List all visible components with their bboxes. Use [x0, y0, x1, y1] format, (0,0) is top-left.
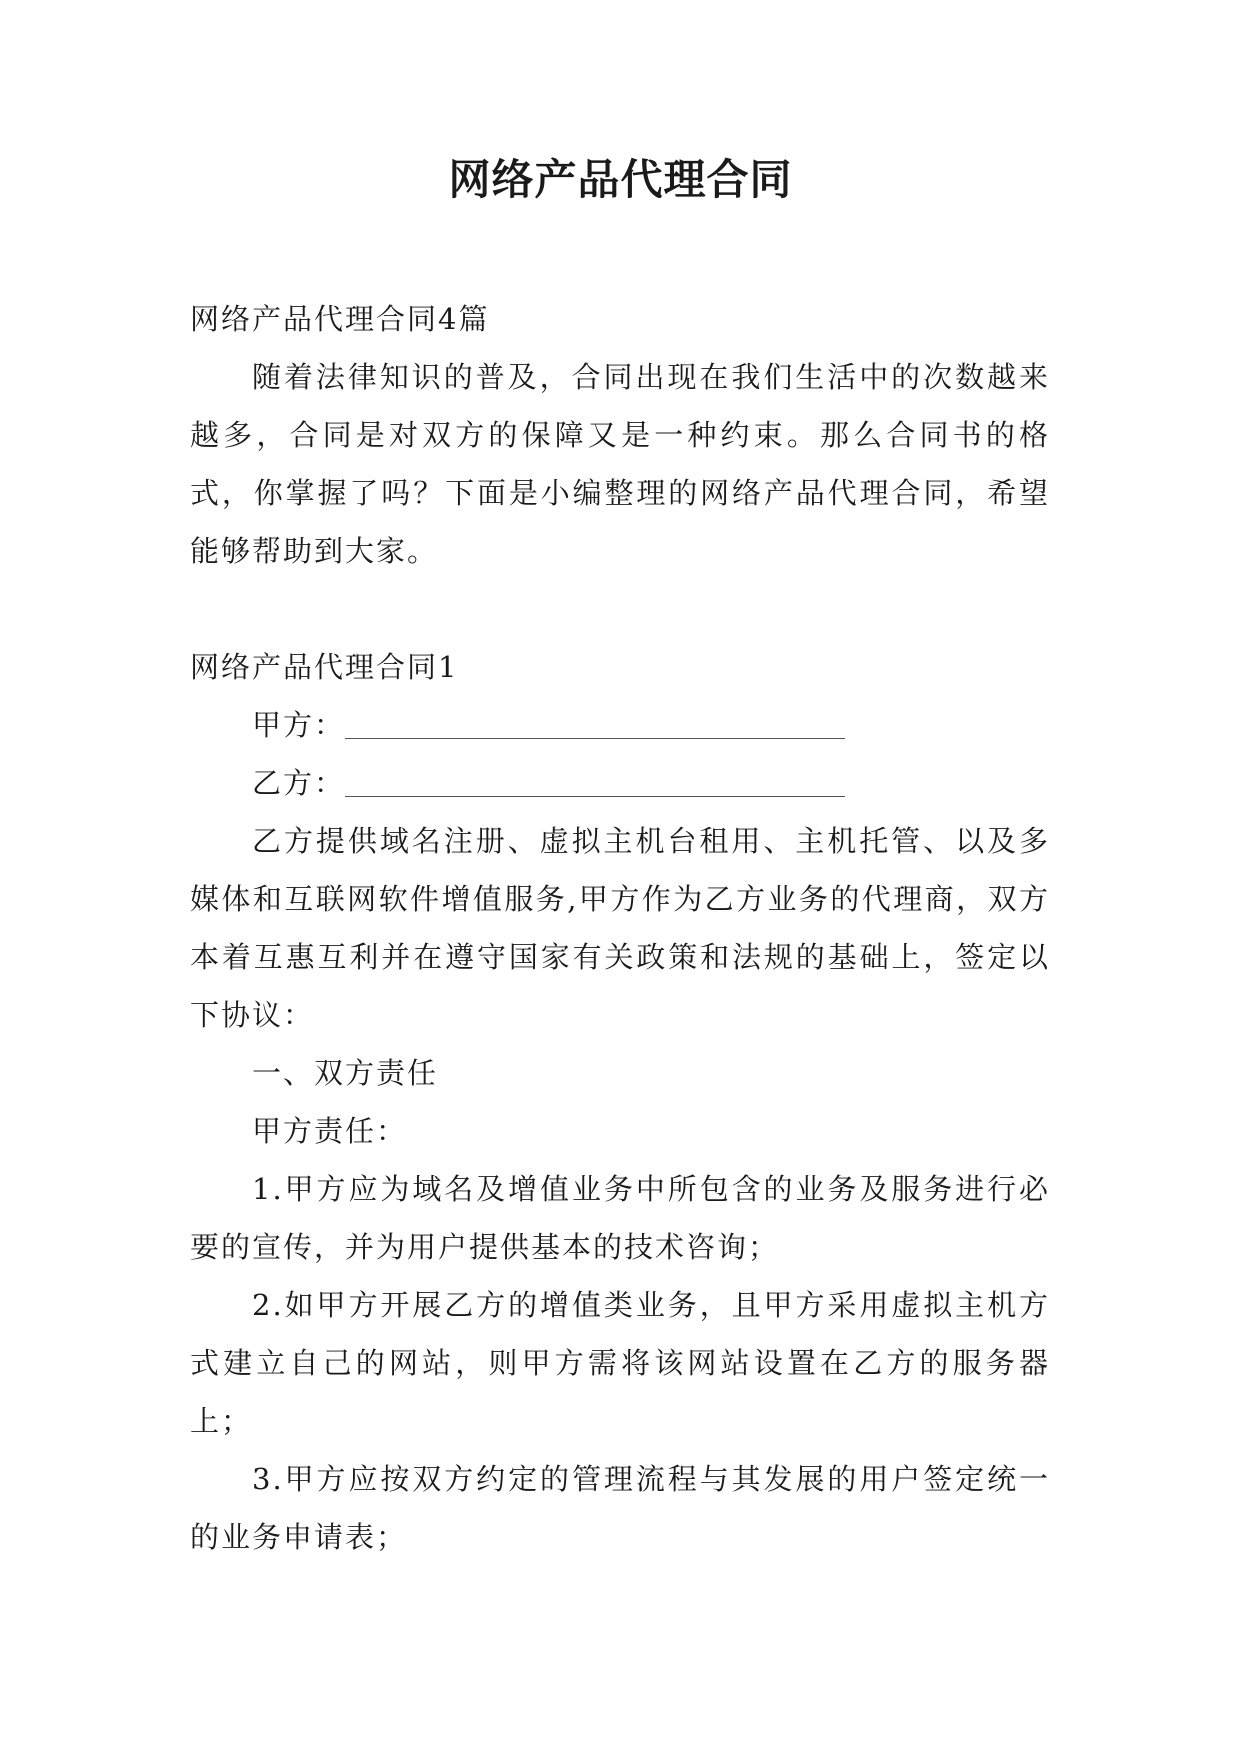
party-a-line — [190, 696, 1050, 754]
agreement-paragraph: 乙方提供域名注册、虚拟主机台租用、主机托管、以及多媒体和互联网软件增值服务,甲方作为乙方业务的代理商，双方本着互惠互利并在遵守国家有关政策和法规的基础上，签定以下协议： — [190, 824, 1050, 1032]
section-heading: 网络产品代理合同1 — [190, 650, 459, 684]
duty-item-2: 2.如甲方开展乙方的增值类业务，且甲方采用虚拟主机方式建立自己的网站，则甲方需将该网站设置在乙方的服务器上； — [190, 1288, 1050, 1438]
paragraph-gap — [190, 580, 1050, 638]
party-a-duty-heading: 甲方责任： — [252, 1114, 408, 1148]
party-b-label: 乙方： — [252, 766, 346, 800]
document-body — [190, 290, 1050, 1566]
party-a-blank — [345, 708, 845, 739]
party-b-blank — [345, 766, 845, 797]
document-subtitle: 网络产品代理合同4篇 — [190, 302, 490, 336]
duty-item-1: 1.甲方应为域名及增值业务中所包含的业务及服务进行必要的宣传，并为用户提供基本的技术咨询； — [190, 1172, 1050, 1264]
document-title: 网络产品代理合同 — [448, 155, 793, 204]
duty-item-3: 3.甲方应按双方约定的管理流程与其发展的用户签定统一的业务申请表； — [190, 1462, 1050, 1554]
intro-paragraph: 随着法律知识的普及，合同出现在我们生活中的次数越来越多，合同是对双方的保障又是一种约束。那么合同书的格式，你掌握了吗？下面是小编整理的网络产品代理合同，希望能够帮助到大家。 — [190, 360, 1050, 568]
party-b-line — [190, 754, 1050, 812]
party-a-label: 甲方： — [252, 708, 346, 742]
clause-heading: 一、双方责任 — [252, 1056, 439, 1090]
